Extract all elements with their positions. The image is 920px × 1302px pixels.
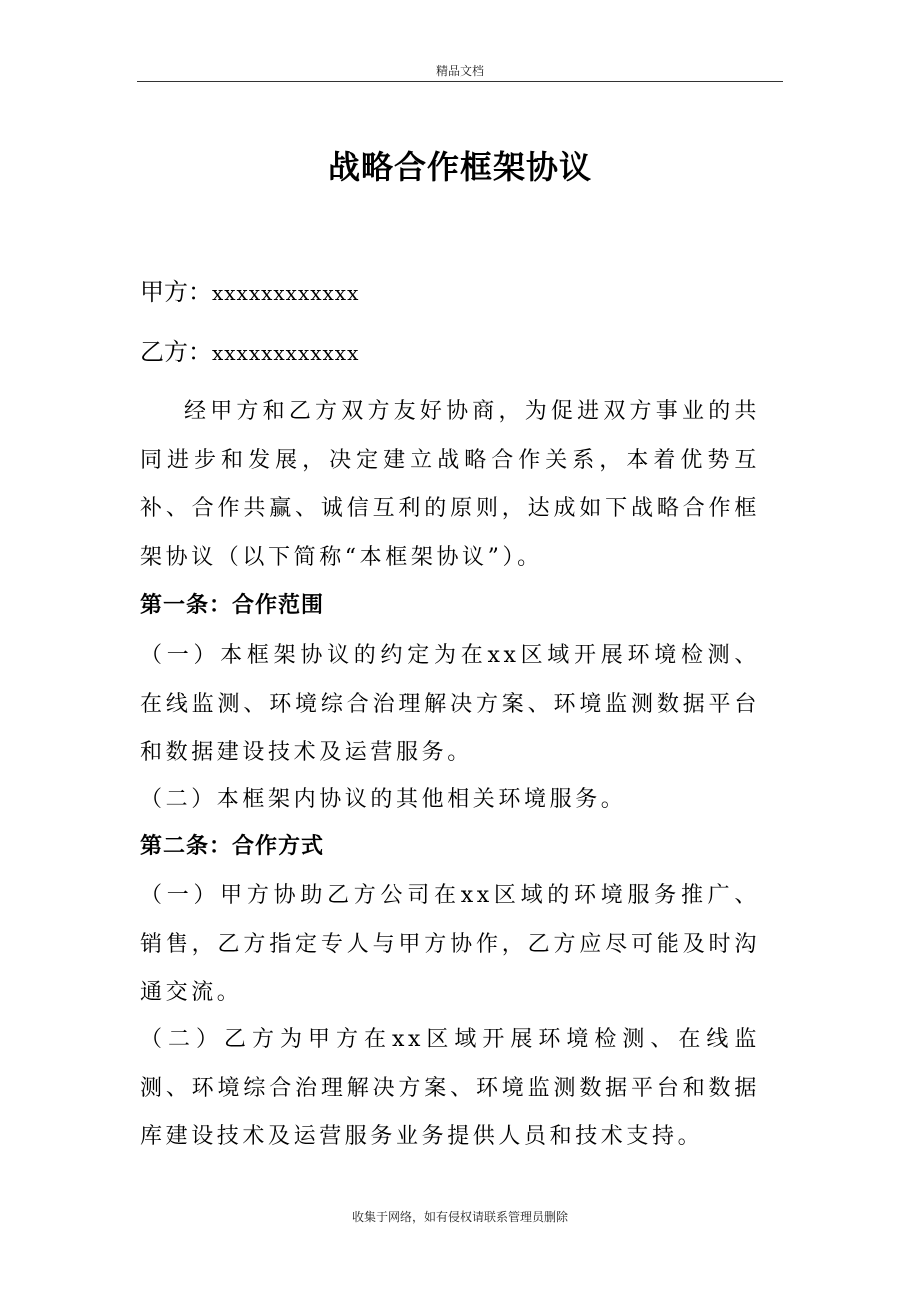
party-a-line: [140, 276, 359, 309]
party-a-label: 甲方：: [140, 278, 212, 306]
party-b-label: 乙方：: [140, 338, 212, 366]
article-2-heading: 第二条：合作方式: [140, 834, 325, 859]
document-title: 战略合作框架协议: [327, 148, 592, 186]
party-b-value: xxxxxxxxxxxx: [212, 341, 360, 365]
page-footer: 收集于网络，如有侵权请联系管理员删除: [351, 1210, 568, 1224]
article-2-clause-2: （二）乙方为甲方在xx区域开展环境检测、在线监测、环境综合治理解决方案、环境监测数据平台和数据库建设技术及运营服务业务提供人员和技术支持。: [140, 1027, 760, 1149]
party-a-value: xxxxxxxxxxxx: [212, 281, 360, 305]
article-1-heading: 第一条：合作范围: [140, 593, 325, 618]
preamble-paragraph: 经甲方和乙方双方友好协商，为促进双方事业的共同进步和发展，决定建立战略合作关系，本着优势互补、合作共赢、诚信互利的原则，达成如下战略合作框架协议（以下简称“本框架协议”）。: [140, 399, 760, 570]
party-b-line: [140, 336, 359, 369]
article-1-clause-2: （二）本框架内协议的其他相关环境服务。: [140, 787, 627, 812]
article-2-clause-1: （一）甲方协助乙方公司在xx区域的环境服务推广、销售，乙方指定专人与甲方协作，乙方应尽可能及时沟通交流。: [140, 883, 760, 1005]
article-1-clause-1: （一）本框架协议的约定为在xx区域开展环境检测、在线监测、环境综合治理解决方案、环境监测数据平台和数据建设技术及运营服务。: [140, 643, 760, 765]
page-header: 精品文档: [435, 64, 484, 78]
header-divider: [137, 81, 783, 82]
